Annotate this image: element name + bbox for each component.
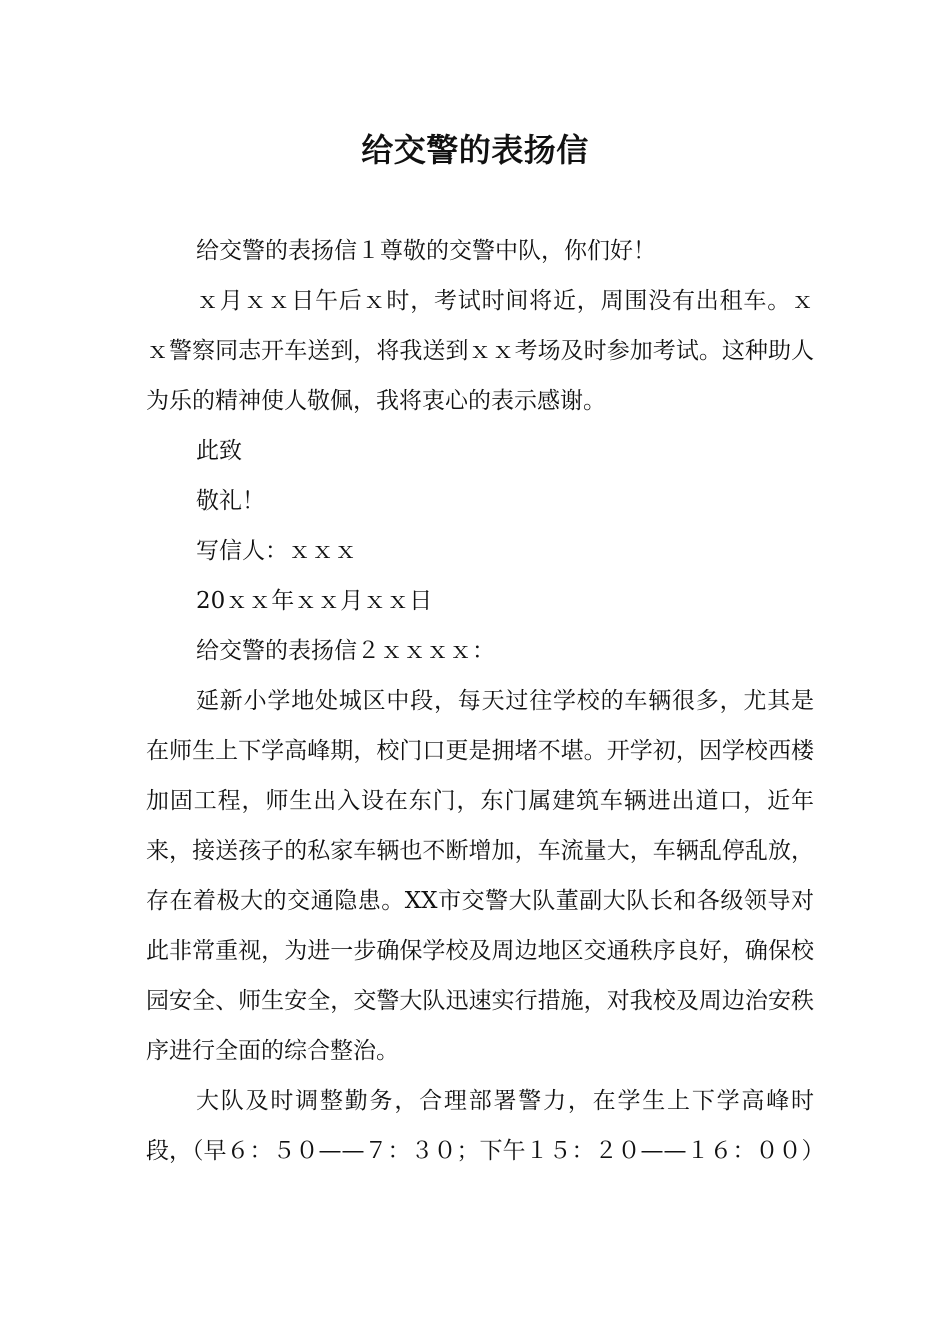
paragraph-letter-2-body: 延新小学地处城区中段，每天过往学校的车辆很多，尤其是在师生上下学高峰期，校门口更是拥堵不堪。开学初，因学校西楼加固工程，师生出入设在东门，东门属建筑车辆进出道口，近年来，接送孩子的私家车辆也不断增加，车流量大，车辆乱停乱放，存在着极大的交通隐患。XX市交警大队董副大队长和各级领导对此非常重视，为进一步确保学校及周边地区交通秩序良好，确保校园安全、师生安全，交警大队迅速实行措施，对我校及周边治安秩序进行全面的综合整治。 <box>146 688 814 1064</box>
paragraph-letter-1-body: ｘ月ｘｘ日午后ｘ时，考试时间将近，周围没有出租车。ｘｘ警察同志开车送到，将我送到ｘｘ考场及时参加考试。这种助人为乐的精神使人敬佩，我将衷心的表示感谢。 <box>146 288 814 414</box>
paragraph-letter-2-continued: 大队及时调整勤务，合理部署警力，在学生上下学高峰时段，（早６：５０——７：３０；下午１５：２０——１６：００） <box>146 1088 825 1164</box>
document-title: 给交警的表扬信 <box>361 131 589 169</box>
paragraph-greeting-1: 给交警的表扬信１尊敬的交警中队，你们好！ <box>196 238 656 264</box>
closing-ci-zhi: 此致 <box>196 438 242 464</box>
letter-writer: 写信人：ｘｘｘ <box>196 538 357 564</box>
closing-jing-li: 敬礼！ <box>196 488 265 514</box>
paragraph-greeting-2: 给交警的表扬信２ｘｘｘｘ： <box>196 638 495 664</box>
letter-date: 20ｘｘ年ｘｘ月ｘｘ日 <box>196 588 433 614</box>
document-body <box>146 226 825 1176</box>
